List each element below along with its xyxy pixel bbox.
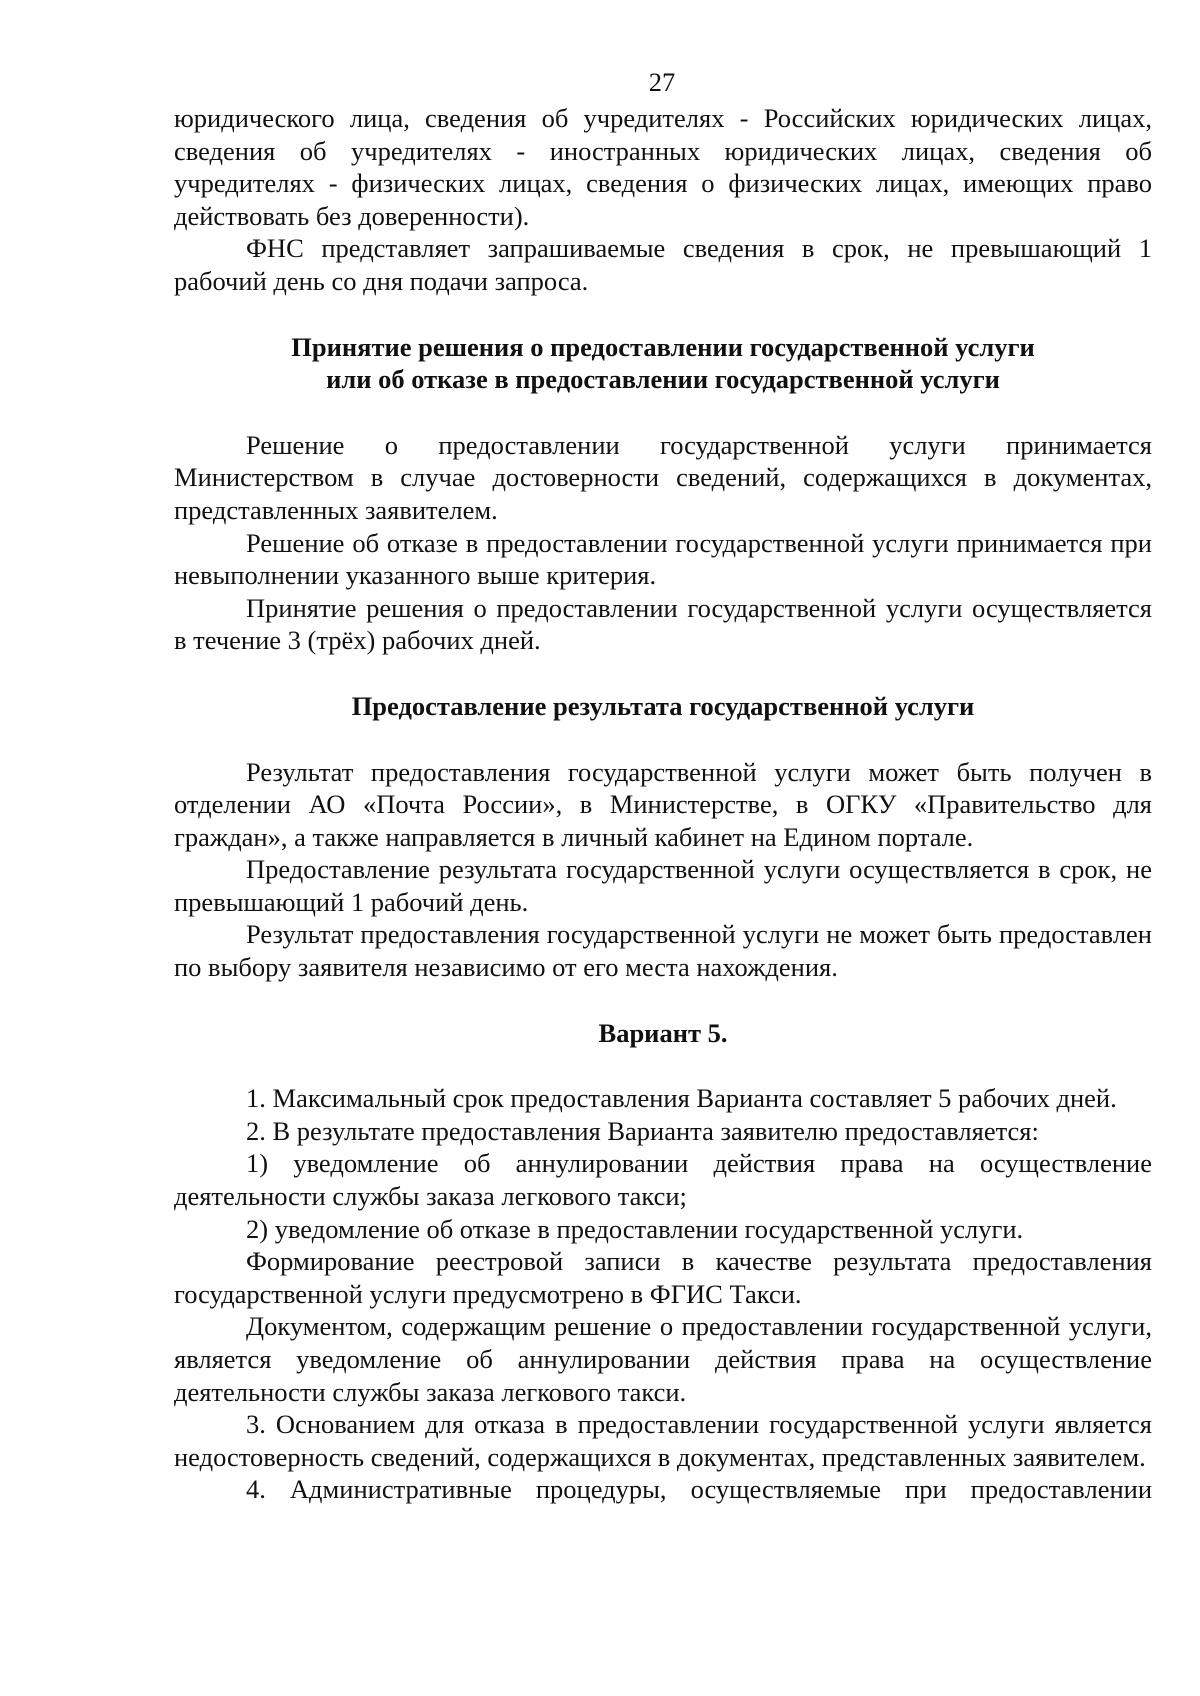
variant5-item-2-2: 2) уведомление об отказе в предоставлении государственной услуги. [246,1213,1024,1244]
result-paragraph-1: Результат предоставления государственной услуги может быть получен в отделении АО «Почта России», в Министерстве, в ОГКУ «Правительство для граждан», а также направляется в личный кабинет на Едином портале. [174,756,1152,852]
variant5-heading: Вариант 5. [598,1017,728,1048]
fns-deadline-paragraph: ФНС представляет запрашиваемые сведения в срок, не превышающий 1 рабочий день со дня подачи запроса. [174,233,1152,296]
intro-continuation-paragraph: юридического лица, сведения об учредителях - Российских юридических лицах, сведения об учредителях - иностранных юридических лицах, сведения об учредителях - физических лицах, сведения о физических лицах, имеющих право действовать без доверенности). [174,103,1152,231]
result-paragraph-3: Результат предоставления государственной услуги не может быть предоставлен по выбору заявителя независимо от его места нахождения. [174,919,1152,983]
decision-paragraph-2: Решение об отказе в предоставлении государственной услуги принимается при невыполнении указанного выше критерия. [174,527,1152,591]
decision-heading-line1: Принятие решения о предоставлении государственной услуги [291,331,1035,362]
variant5-item-3: 3. Основанием для отказа в предоставлении государственной услуги является недостоверность сведений, содержащихся в документах, представленных заявителем. [174,1409,1152,1472]
decision-paragraph-1: Решение о предоставлении государственной услуги принимается Министерством в случае достоверности сведений, содержащихся в документах, представленных заявителем. [174,429,1152,525]
variant5-item-2: 2. В результате предоставления Варианта заявителю предоставляется: [246,1115,1039,1146]
decision-paragraph-3: Принятие решения о предоставлении государственной услуги осуществляется в течение 3 (трёх) рабочих дней. [174,592,1152,656]
decision-heading-line2: или об отказе в предоставлении государственной услуги [326,364,1000,395]
page-number: 27 [648,67,676,97]
result-heading: Предоставление результата государственной услуги [351,690,975,721]
result-paragraph-2: Предоставление результата государственной услуги осуществляется в срок, не превышающий 1 рабочий день. [174,854,1152,917]
variant5-item-2-1: 1) уведомление об аннулировании действия права на осуществление деятельности службы заказа легкового такси; [174,1148,1152,1212]
variant5-document-paragraph: Документом, содержащим решение о предоставлении государственной услуги, является уведомление об аннулировании действия права на осуществление деятельности службы заказа легкового такси. [174,1311,1152,1407]
variant5-item-4: 4. Административные процедуры, осуществляемые при предоставлении [246,1474,1152,1505]
variant5-item-1: 1. Максимальный срок предоставления Варианта составляет 5 рабочих дней. [246,1083,1117,1114]
variant5-registry-paragraph: Формирование реестровой записи в качестве результата предоставления государственной услуги предусмотрено в ФГИС Такси. [174,1246,1152,1309]
